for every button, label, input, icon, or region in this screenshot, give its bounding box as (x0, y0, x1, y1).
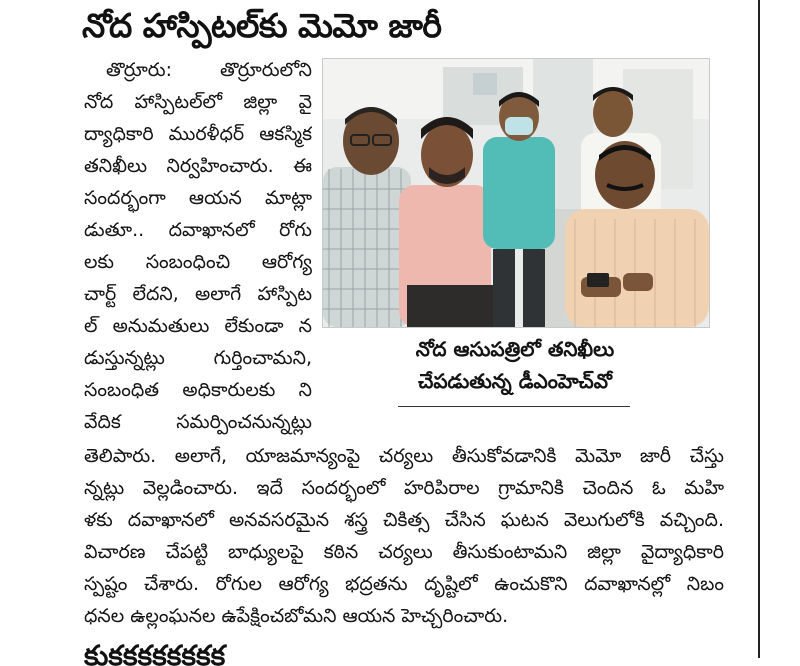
article-body-full-width (84, 440, 724, 632)
caption-line: చేపడుతున్న డీఎంహెచ్‌వో (418, 369, 612, 393)
body-line: లకు సంబంధించి ఆరోగ్య (84, 251, 312, 273)
body-line: నోద హాస్పిటల్‌లో జిల్లా వై (84, 91, 312, 113)
body-line: తెలిపారు. అలాగే, యాజమాన్యంపై చర్యలు తీసుకోవడానికి మెమో జారీ చేస్తు (84, 445, 724, 467)
body-line: తనిఖీలు నిర్వహించారు. ఈ (84, 155, 312, 177)
body-line: సందర్భంగా ఆయన మాట్లా (84, 187, 312, 209)
body-line: డుస్తున్నట్లు గుర్తించామని, (84, 347, 312, 369)
body-line: ల్ అనుమతులు లేకుండా న (84, 315, 312, 337)
body-line: చార్ట్ లేదని, అలాగే హాస్పిట (84, 283, 312, 305)
caption-line: నోద ఆసుపత్రిలో తనిఖీలు (415, 337, 615, 361)
body-line: తొర్రూరు: తొర్రూరులోని (106, 59, 312, 81)
body-line: స్పష్టం చేశారు. రోగుల ఆరోగ్య భద్రతను దృష్టిలో ఉంచుకొని దవాఖానల్లో నిబం (84, 573, 724, 595)
article-headline: నోద హాస్పిటల్‌కు మెమో జారీ (82, 6, 442, 45)
body-line: ళకు దవాఖానలో అనవసరమైన శస్త్ర చికిత్స చేసిన ఘటన వెలుగులోకి వచ్చింది. (84, 509, 724, 531)
body-line: వేదిక సమర్పించనున్నట్లు (84, 411, 312, 433)
body-line: విచారణ చేపట్టి బాధ్యులపై కఠిన చర్యలు తీసుకుంటామని జిల్లా వైద్యాధికారి (84, 541, 724, 563)
body-line: ధనల ఉల్లంఘనల ఉపేక్షించబోమని ఆయన హెచ్చరించారు. (84, 605, 509, 627)
body-line: డుతూ.. దవాఖానలో రోగు (84, 219, 312, 241)
body-line: న్నట్లు వెల్లడించారు. ఇదే సందర్భంలో హరిపిరాల గ్రామానికి చెందిన ఓ మహి (84, 477, 724, 499)
body-line: సంబంధిత అధికారులకు ని (84, 379, 312, 401)
body-line: ద్యాధికారి మురళీధర్ ఆకస్మిక (84, 123, 312, 145)
column-rule (758, 0, 760, 658)
photo-caption (330, 333, 700, 397)
next-article-headline-cropped: కుకకకకకకకక (84, 639, 226, 666)
caption-underline (398, 406, 630, 407)
inspection-photo-illustration (323, 59, 709, 327)
inspection-photo (322, 58, 710, 328)
article-body-left-column (84, 54, 312, 438)
